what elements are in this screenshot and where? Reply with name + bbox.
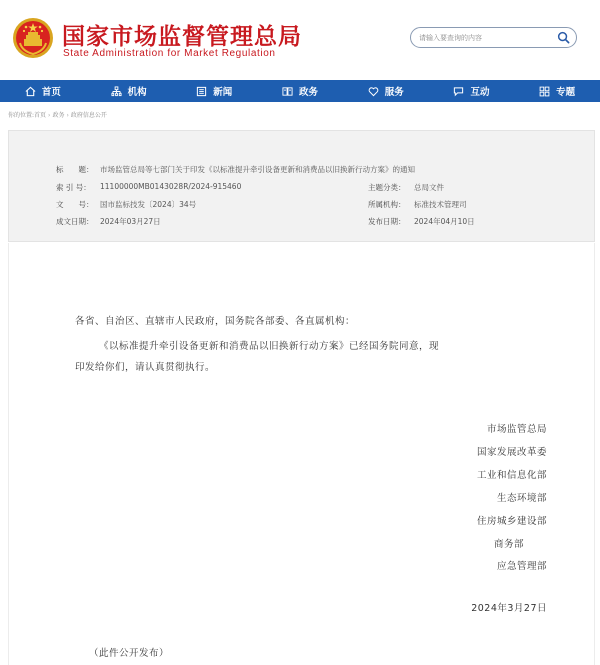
news-icon [196, 86, 207, 97]
search-box [410, 27, 577, 48]
nav-item-home[interactable] [0, 80, 86, 102]
service-icon [368, 86, 379, 97]
nav-label: 机构 [127, 87, 147, 98]
site-title[interactable]: 国家市场监督管理总局 [62, 24, 302, 50]
meta-index-label: 索 引 号： [56, 183, 91, 192]
document-footer-note: （此件公开发布） [89, 648, 170, 659]
document-date: 2024年3月27日 [471, 603, 547, 614]
nav-item-service[interactable] [343, 80, 429, 102]
signatory: 应急管理部 [496, 561, 547, 572]
nav-item-interaction[interactable] [429, 80, 515, 102]
meta-title-value: 市场监管总局等七部门关于印发《以标准提升牵引设备更新和消费品以旧换新行动方案》的通知 [100, 165, 415, 174]
nav-label: 首页 [41, 87, 61, 98]
document-metadata [8, 130, 595, 242]
main-nav [0, 80, 600, 102]
document-paragraph-line-2: 印发给你们，请认真贯彻执行。 [75, 362, 216, 373]
home-icon [25, 86, 36, 97]
nav-item-news[interactable] [171, 80, 257, 102]
interaction-icon [453, 86, 464, 97]
nav-label: 专题 [556, 87, 576, 98]
meta-org-label: 所属机构： [368, 200, 406, 209]
nav-label: 互动 [470, 87, 490, 98]
nav-item-topic[interactable] [514, 80, 600, 102]
organization-icon [111, 86, 122, 97]
breadcrumb-info-disclosure[interactable]: 政府信息公开 [70, 112, 107, 119]
search-input[interactable] [419, 30, 554, 45]
nav-label: 新闻 [213, 87, 233, 98]
meta-docno-value: 国市监标技发〔2024〕34号 [100, 200, 197, 209]
nav-label: 政务 [299, 87, 319, 98]
meta-published-value: 2024年04月10日 [414, 217, 475, 226]
document-paragraph-line-1: 《以标准提升牵引设备更新和消费品以旧换新行动方案》已经国务院同意，现 [99, 341, 440, 352]
nav-label: 服务 [384, 87, 404, 98]
meta-category-value: 总局文件 [414, 183, 444, 192]
site-header [0, 0, 600, 76]
meta-title-label: 标 题： [56, 165, 94, 174]
breadcrumb-government[interactable]: 政务 [52, 112, 65, 119]
document-salutation: 各省、自治区、直辖市人民政府，国务院各部委、各直属机构： [75, 316, 356, 327]
breadcrumb-home[interactable]: 你的位置:首页 [8, 112, 47, 119]
search-icon[interactable] [557, 31, 570, 44]
nav-item-government-affairs[interactable] [257, 80, 343, 102]
meta-category-label: 主题分类： [368, 183, 406, 192]
breadcrumb-separator: › [48, 112, 51, 119]
government-affairs-icon [282, 86, 293, 97]
meta-created-label: 成文日期： [56, 217, 94, 226]
topic-icon [539, 86, 550, 97]
meta-created-value: 2024年03月27日 [100, 217, 161, 226]
national-emblem-icon[interactable] [12, 17, 54, 59]
meta-published-label: 发布日期： [368, 217, 406, 226]
signatory: 工业和信息化部 [476, 470, 547, 481]
signatory: 市场监管总局 [486, 424, 547, 435]
nav-item-organization[interactable] [86, 80, 172, 102]
document-body [8, 243, 595, 665]
meta-docno-label: 文 号： [56, 200, 94, 209]
signatory: 商务部 [493, 539, 524, 550]
signatory: 国家发展改革委 [476, 447, 547, 458]
site-subtitle: State Administration for Market Regulation [63, 48, 276, 59]
signatory: 住房城乡建设部 [476, 516, 547, 527]
meta-org-value: 标准技术管理司 [414, 200, 467, 209]
meta-index-value: 11100000MB0143028R/2024-915460 [100, 182, 242, 191]
breadcrumb [8, 110, 107, 119]
signatory: 生态环境部 [496, 493, 547, 504]
breadcrumb-separator: › [66, 112, 69, 119]
